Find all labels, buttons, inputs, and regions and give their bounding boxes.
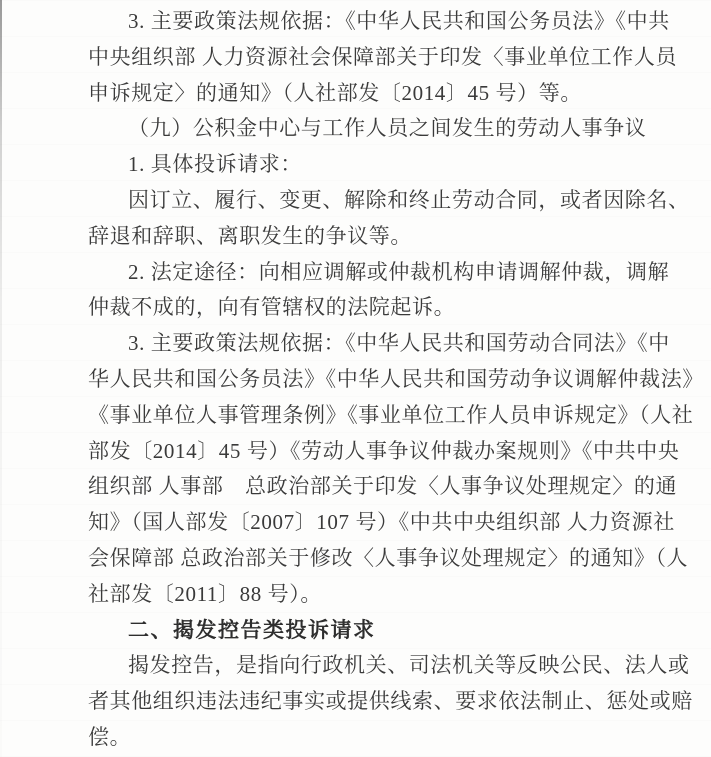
text-line: 知》（国人部发〔2007〕107 号）《中共中央组织部 人力资源社 — [88, 510, 675, 535]
text-line: 社部发〔2011〕88 号）。 — [88, 581, 322, 606]
text-line: 1. 具体投诉请求： — [128, 152, 302, 177]
text-line: 中央组织部 人力资源社会保障部关于印发〈事业单位工作人员 — [88, 44, 678, 69]
text-line: 组织部 人事部 总政治部关于印发〈人事争议处理规定〉的通 — [88, 474, 678, 499]
text-line: （九）公积金中心与工作人员之间发生的劳动人事争议 — [128, 116, 647, 141]
text-line: 《事业单位人事管理条例》《事业单位工作人员申诉规定》（人社 — [88, 402, 694, 427]
text-line: 仲裁不成的，向有管辖权的法院起诉。 — [88, 295, 456, 320]
text-line: 华人民共和国公务员法》《中华人民共和国劳动争议调解仲裁法》 — [88, 366, 704, 391]
text-line: 2. 法定途径：向相应调解或仲裁机构申请调解仲裁，调解 — [128, 259, 670, 284]
text-line: 者其他组织违法违纪事实或提供线索、要求依法制止、惩处或赔 — [88, 689, 693, 714]
text-line: 部发〔2014〕45 号）《劳动人事争议仲裁办案规则》《中共中央 — [88, 438, 680, 463]
text-line: 因订立、履行、变更、解除和终止劳动合同，或者因除名、 — [128, 187, 690, 212]
text-line: 辞退和辞职、离职发生的争议等。 — [88, 223, 412, 248]
text-line: 偿。 — [88, 724, 132, 749]
text-line: 3. 主要政策法规依据：《中华人民共和国劳动合同法》《中 — [128, 331, 670, 356]
scan-edge-artifact — [0, 0, 2, 757]
text-line: 申诉规定〉的通知》（人社部发〔2014〕45 号）等。 — [88, 80, 582, 105]
document-text-block — [88, 4, 704, 756]
text-line: 揭发控告，是指向行政机关、司法机关等反映公民、法人或 — [128, 653, 690, 678]
section-heading: 二、揭发控告类投诉请求 — [128, 618, 376, 642]
text-line: 3. 主要政策法规依据：《中华人民共和国公务员法》《中共 — [128, 9, 670, 33]
text-line: 会保障部 总政治部关于修改〈人事争议处理规定〉的通知》（人 — [88, 545, 689, 570]
